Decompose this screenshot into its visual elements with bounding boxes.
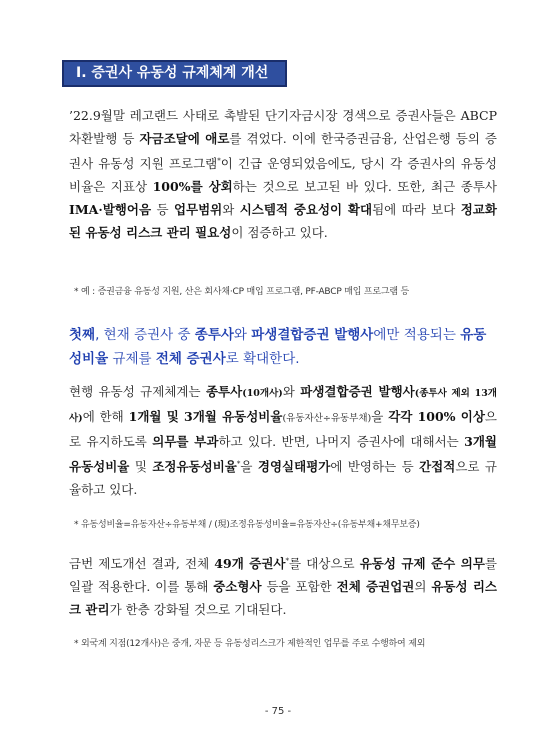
footnote-support-programs: * 예 : 증권금융 유동성 지원, 산은 회사채·CP 매입 프로그램, PF-ABCP 매입 프로그램 등: [74, 287, 409, 297]
footnote-ratio-formula: * 유동성비율=유동자산÷유동부채 / (現)조정유동성비율=유동자산÷(유동부채+채무보증): [74, 520, 420, 530]
footnote-foreign-branches: * 외국계 지점(12개사)은 중개, 자문 등 유동성리스크가 제한적인 업무를 주로 수행하여 제외: [74, 639, 426, 649]
page-number: - 75 -: [264, 706, 292, 717]
highlight-first-measure: 첫째, 현재 증권사 중 종투사와 파생결합증권 발행사에만 적용되는 유동성비율 규제를 전체 증권사로 확대한다.: [69, 327, 487, 367]
paragraph-background: ’22.9월말 레고랜드 사태로 촉발된 단기자금시장 경색으로 증권사들은 ABCP 차환발행 등 자금조달에 애로를 겪었다. 이에 한국증권금융, 산업은행 등의 증권사 유동성 지원 프로그램*이 긴급 운영되었음에도, 당시 각 증권사의 유동성비율은 지표상 100%를 상회하는 것으로 보고된 바 있다. 또한, 최근 종투사 IMA·발행어음 등 업무범위와 시스템적 중요성이 확대됨에 따라 보다 정교화된 유동성 리스크 관리 필요성이 점증하고 있다.: [69, 108, 497, 241]
section-heading: Ⅰ. 증권사 유동성 규제체계 개선: [62, 60, 287, 87]
paragraph-improvement-result: 금번 제도개선 결과, 전체 49개 증권사*를 대상으로 유동성 규제 준수 의무를 일괄 적용한다. 이를 통해 중소형사 등을 포함한 전체 증권업권의 유동성 리스크 관리가 한층 강화될 것으로 기대된다.: [69, 556, 497, 618]
paragraph-current-regulation: 현행 유동성 규제체계는 종투사(10개사)와 파생결합증권 발행사(종투사 제외 13개사)에 한해 1개월 및 3개월 유동성비율(유동자산÷유동부채)을 각각 100% 이상으로 유지하도록 의무를 부과하고 있다. 반면, 나머지 증권사에 대해서는 3개월 유동성비율 및 조정유동성비율*을 경영실태평가에 반영하는 등 간접적으로 규율하고 있다.: [69, 384, 497, 498]
